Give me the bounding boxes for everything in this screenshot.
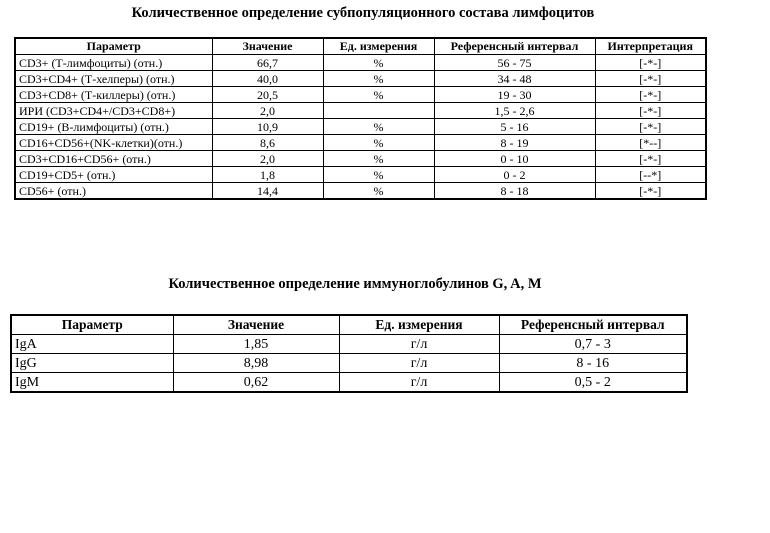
lymphocyte-subpopulation-table [14, 37, 707, 200]
reference-interval-cell: 19 - 30 [434, 87, 595, 103]
value-cell: 0,62 [173, 373, 339, 393]
value-cell: 1,8 [212, 167, 323, 183]
parameter-cell: CD3+CD8+ (Т-киллеры) (отн.) [15, 87, 212, 103]
interpretation-cell: [-*-] [595, 103, 706, 119]
table-row [11, 335, 687, 354]
unit-cell [323, 103, 434, 119]
header-unit: Ед. измерения [339, 315, 499, 335]
parameter-cell: CD3+CD16+CD56+ (отн.) [15, 151, 212, 167]
value-cell: 2,0 [212, 103, 323, 119]
table-row [15, 103, 706, 119]
header-interpretation: Интерпретация [595, 38, 706, 55]
parameter-cell: CD56+ (отн.) [15, 183, 212, 200]
parameter-cell: CD16+CD56+(NK-клетки)(отн.) [15, 135, 212, 151]
reference-interval-cell: 8 - 19 [434, 135, 595, 151]
value-cell: 66,7 [212, 55, 323, 71]
unit-cell: г/л [339, 354, 499, 373]
unit-cell: % [323, 183, 434, 200]
table-row [11, 354, 687, 373]
table-row [15, 87, 706, 103]
parameter-cell: CD19+CD5+ (отн.) [15, 167, 212, 183]
unit-cell: % [323, 167, 434, 183]
header-unit: Ед. измерения [323, 38, 434, 55]
unit-cell: % [323, 151, 434, 167]
table-row [15, 183, 706, 200]
immunoglobulin-table-title: Количественное определение иммуноглобулинов G, A, M [168, 276, 542, 292]
reference-interval-cell: 0,5 - 2 [499, 373, 687, 393]
interpretation-cell: [-*-] [595, 151, 706, 167]
reference-interval-cell: 8 - 16 [499, 354, 687, 373]
interpretation-cell: [-*-] [595, 71, 706, 87]
header-value: Значение [212, 38, 323, 55]
immunoglobulin-table [10, 314, 688, 393]
unit-cell: % [323, 87, 434, 103]
lymphocyte-table-title: Количественное определение субпопуляционного состава лимфоцитов [131, 5, 595, 21]
interpretation-cell: [*--] [595, 135, 706, 151]
interpretation-cell: [-*-] [595, 119, 706, 135]
value-cell: 1,85 [173, 335, 339, 354]
parameter-cell: CD19+ (В-лимфоциты) (отн.) [15, 119, 212, 135]
reference-interval-cell: 8 - 18 [434, 183, 595, 200]
table-row [11, 373, 687, 393]
unit-cell: % [323, 71, 434, 87]
value-cell: 20,5 [212, 87, 323, 103]
header-value: Значение [173, 315, 339, 335]
table-row [15, 167, 706, 183]
parameter-cell: ИРИ (CD3+CD4+/CD3+CD8+) [15, 103, 212, 119]
unit-cell: % [323, 55, 434, 71]
reference-interval-cell: 0 - 2 [434, 167, 595, 183]
table-row [15, 151, 706, 167]
parameter-cell: IgA [11, 335, 173, 354]
interpretation-cell: [-*-] [595, 87, 706, 103]
unit-cell: г/л [339, 373, 499, 393]
reference-interval-cell: 0,7 - 3 [499, 335, 687, 354]
interpretation-cell: [-*-] [595, 183, 706, 200]
table-row [15, 71, 706, 87]
table-row [15, 135, 706, 151]
table-row [15, 55, 706, 71]
value-cell: 8,98 [173, 354, 339, 373]
unit-cell: г/л [339, 335, 499, 354]
value-cell: 14,4 [212, 183, 323, 200]
header-reference-interval: Референсный интервал [434, 38, 595, 55]
value-cell: 10,9 [212, 119, 323, 135]
reference-interval-cell: 34 - 48 [434, 71, 595, 87]
reference-interval-cell: 56 - 75 [434, 55, 595, 71]
reference-interval-cell: 5 - 16 [434, 119, 595, 135]
value-cell: 8,6 [212, 135, 323, 151]
table-header-row [15, 38, 706, 55]
parameter-cell: CD3+CD4+ (Т-хелперы) (отн.) [15, 71, 212, 87]
interpretation-cell: [-*-] [595, 55, 706, 71]
unit-cell: % [323, 119, 434, 135]
table-row [15, 119, 706, 135]
header-reference-interval: Референсный интервал [499, 315, 687, 335]
header-parameter: Параметр [15, 38, 212, 55]
reference-interval-cell: 0 - 10 [434, 151, 595, 167]
header-parameter: Параметр [11, 315, 173, 335]
reference-interval-cell: 1,5 - 2,6 [434, 103, 595, 119]
parameter-cell: IgG [11, 354, 173, 373]
interpretation-cell: [--*] [595, 167, 706, 183]
parameter-cell: IgM [11, 373, 173, 393]
value-cell: 2,0 [212, 151, 323, 167]
parameter-cell: CD3+ (Т-лимфоциты) (отн.) [15, 55, 212, 71]
value-cell: 40,0 [212, 71, 323, 87]
table-header-row [11, 315, 687, 335]
unit-cell: % [323, 135, 434, 151]
